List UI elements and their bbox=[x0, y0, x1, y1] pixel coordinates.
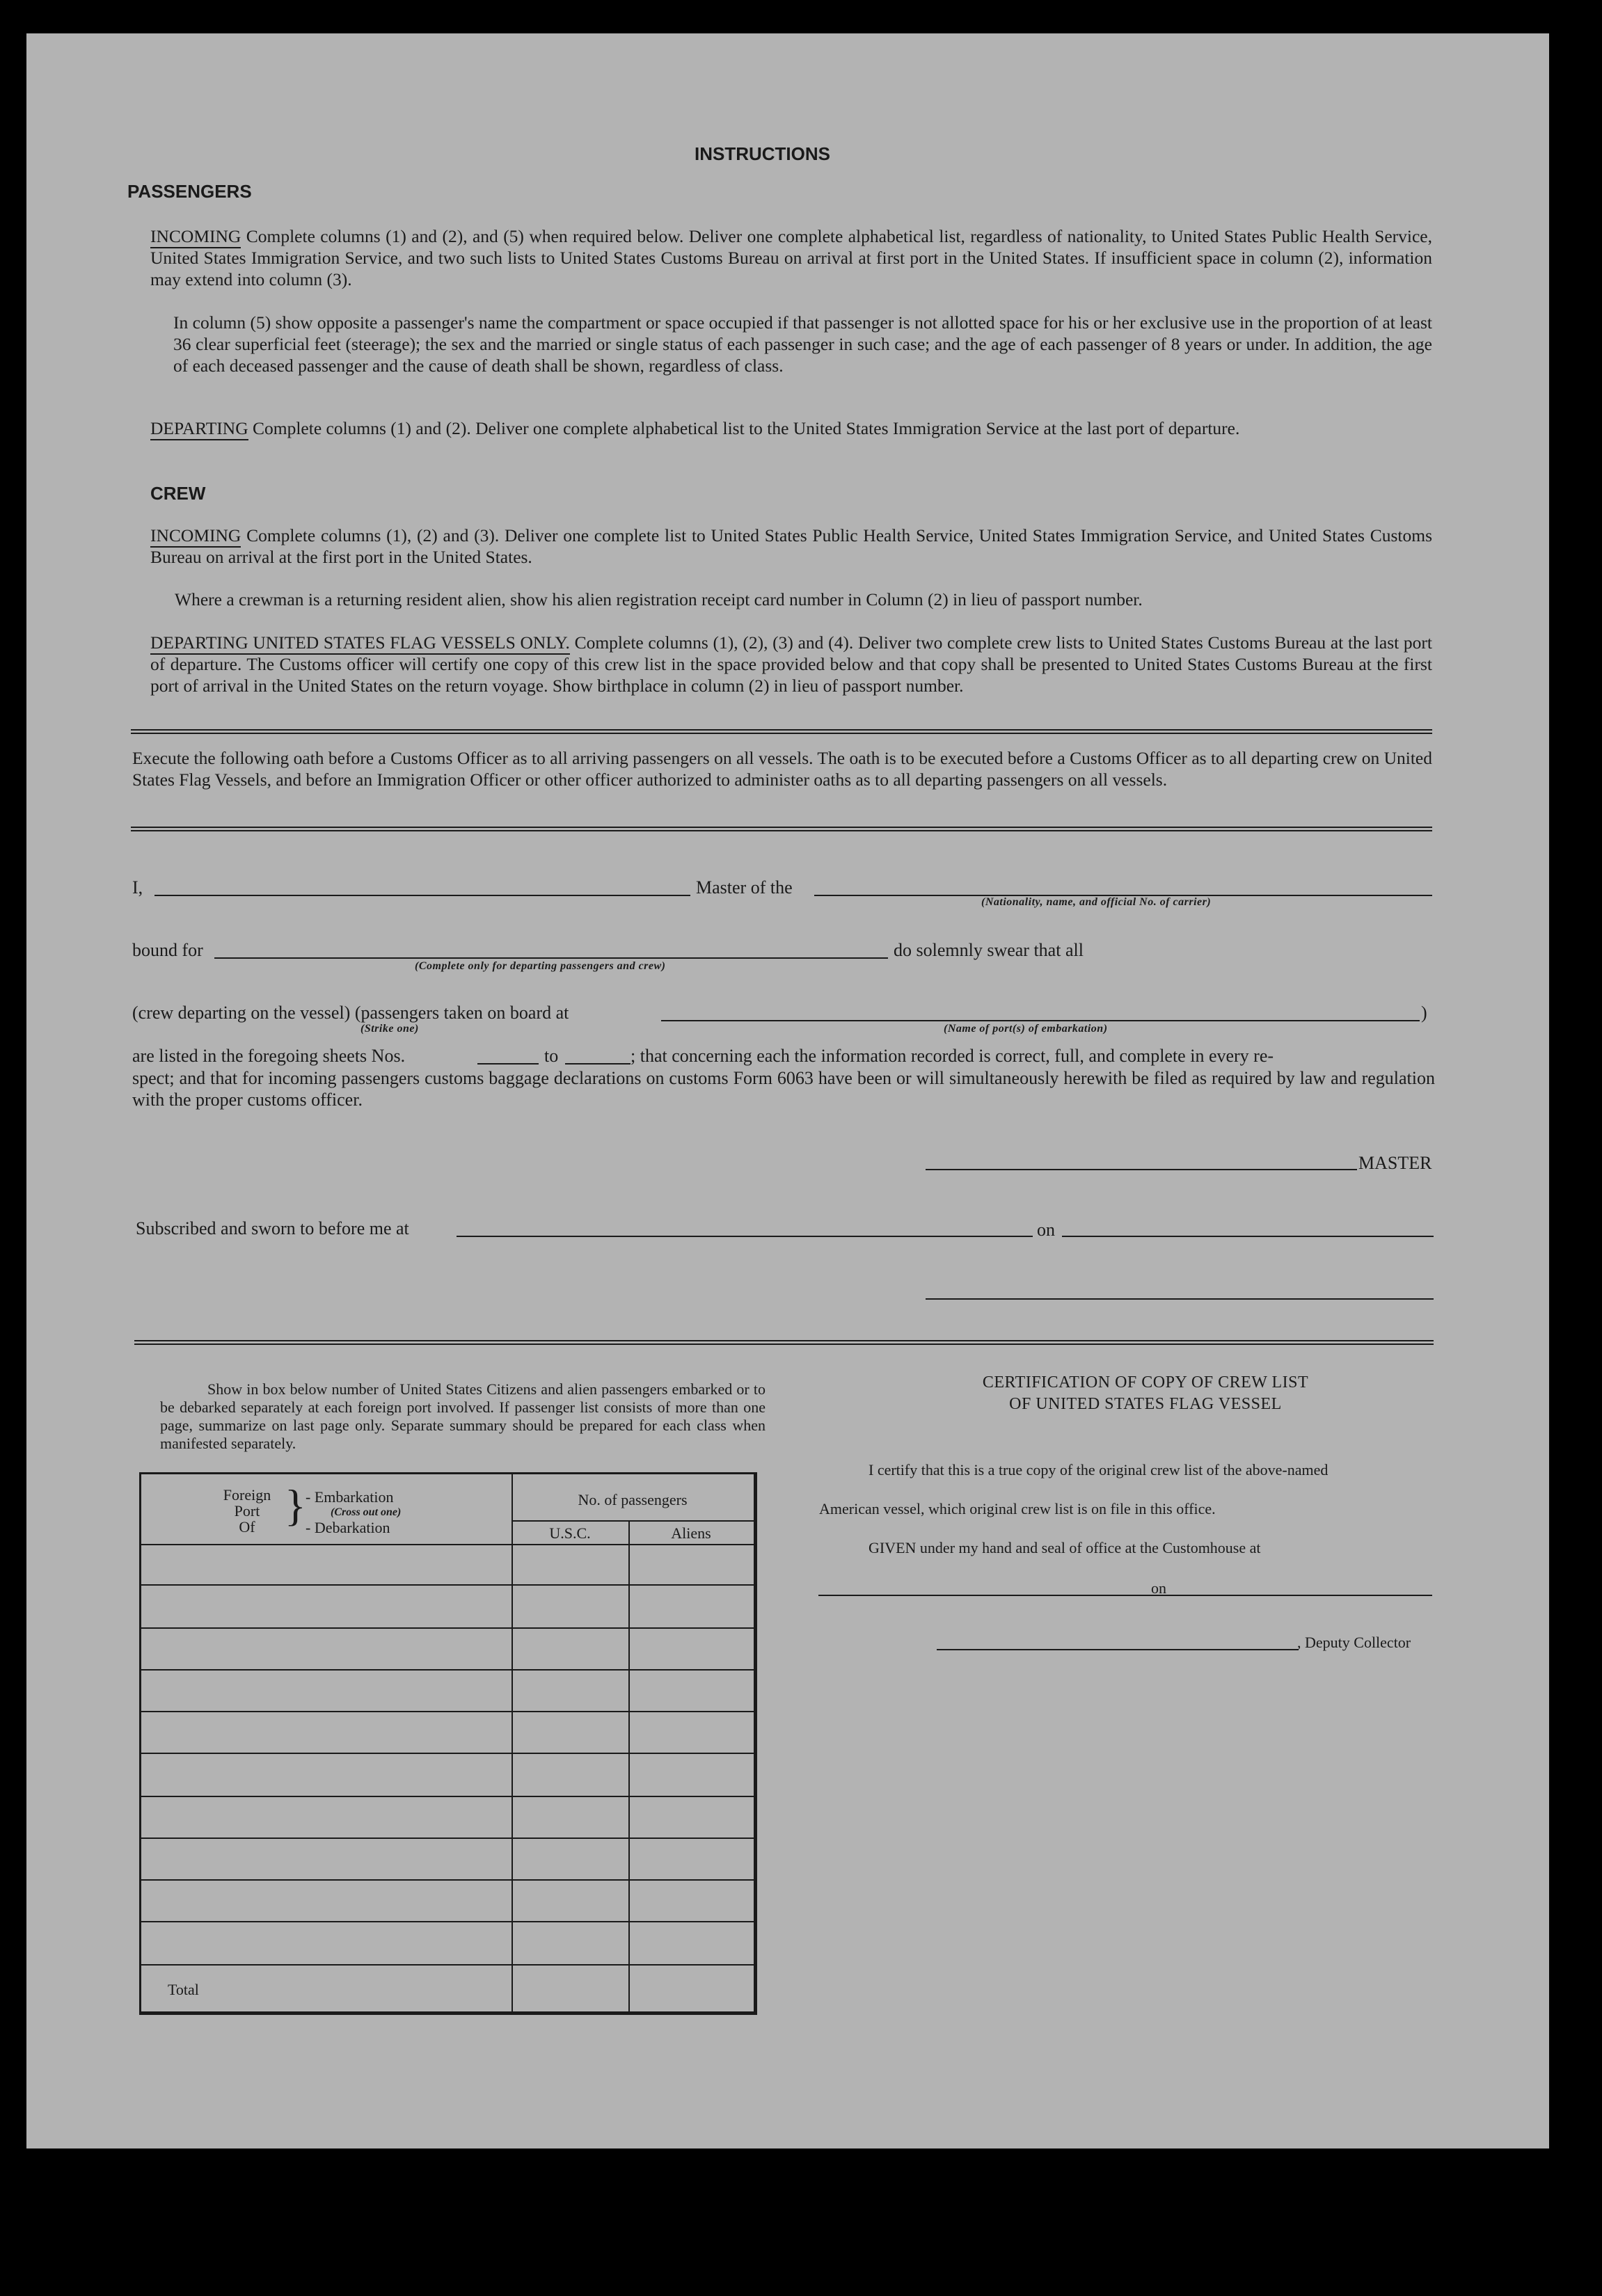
master-signature-field[interactable] bbox=[926, 1169, 1357, 1170]
passengers-departing-text: Complete columns (1) and (2). Deliver one complete alphabetical list to the United States Immigration Service at the last port of departure. bbox=[253, 418, 1240, 438]
master-name-field[interactable] bbox=[154, 895, 690, 896]
crewman-paragraph: Where a crewman is a returning resident alien, show his alien registration receipt card number in Column (2) in lieu of passport number. bbox=[175, 589, 1143, 609]
close-paren: ) bbox=[1421, 1003, 1427, 1023]
form-sheet bbox=[26, 33, 1549, 2148]
bound-for-label: bound for bbox=[132, 940, 203, 960]
certification-title bbox=[958, 1372, 1333, 1415]
subscribed-date-field[interactable] bbox=[1062, 1236, 1434, 1237]
oath-i-label: I, bbox=[132, 877, 143, 898]
no-passengers-header: No. of passengers bbox=[578, 1491, 688, 1508]
column5-paragraph: In column (5) show opposite a passenger's name the compartment or space occupied if that passenger is not allotted space for his or her exclusive use in the proportion of at least 36 clear superficial feet (steerage); the sex and the married or single status of each passenger in such case; and the age of each passenger of 8 years or under. In addition, the age of each deceased passenger and the cause of death shall be shown, regardless of class. bbox=[173, 312, 1432, 376]
listed-to-label: to bbox=[544, 1046, 559, 1066]
listed-label: are listed in the foregoing sheets Nos. bbox=[132, 1046, 406, 1066]
certification-date-field[interactable] bbox=[1172, 1595, 1432, 1596]
passengers-departing-label: DEPARTING bbox=[150, 418, 248, 440]
divider bbox=[131, 729, 1432, 734]
certification-title-line-1: CERTIFICATION OF COPY OF CREW LIST bbox=[982, 1373, 1309, 1392]
embarkation-label: - Embarkation bbox=[306, 1488, 394, 1506]
crew-incoming-paragraph bbox=[150, 525, 1432, 568]
cross-out-caption: (Cross out one) bbox=[331, 1506, 402, 1518]
passengers-incoming-paragraph bbox=[150, 225, 1432, 290]
strike-caption: (Strike one) bbox=[360, 1023, 419, 1035]
usc-header: U.S.C. bbox=[549, 1524, 591, 1542]
departing-us-flag-paragraph bbox=[150, 632, 1432, 696]
subscribed-on-label: on bbox=[1037, 1220, 1055, 1240]
listed-continuation: ; that concerning each the information recorded is correct, full, and complete in every re- bbox=[631, 1046, 1274, 1066]
given-line: GIVEN under my hand and seal of office at the Customhouse at bbox=[869, 1539, 1261, 1556]
ports-caption: (Name of port(s) of embarkation) bbox=[944, 1023, 1108, 1035]
listed-paragraph: spect; and that for incoming passengers customs baggage declarations on customs Form 6063 have been or will simultaneously herewith be filed as required by law and regulation with the proper customs officer. bbox=[132, 1068, 1435, 1110]
crew-departing-label: (crew departing on the vessel) (passengers taken on board at bbox=[132, 1003, 569, 1023]
brace-glyph: } bbox=[285, 1481, 306, 1530]
certify-line-2: American vessel, which original crew list is on file in this office. bbox=[819, 1500, 1216, 1517]
bound-for-caption: (Complete only for departing passengers and crew) bbox=[415, 960, 666, 972]
sheet-from-field[interactable] bbox=[477, 1063, 539, 1065]
aliens-header: Aliens bbox=[671, 1524, 711, 1542]
passengers-incoming-label: INCOMING bbox=[150, 226, 241, 248]
debarkation-label: - Debarkation bbox=[306, 1519, 390, 1536]
subscribed-label: Subscribed and sworn to before me at bbox=[136, 1218, 409, 1238]
master-label: MASTER bbox=[1358, 1153, 1432, 1173]
master-of-label: Master of the bbox=[696, 877, 793, 898]
subscribed-place-field[interactable] bbox=[457, 1236, 1033, 1237]
crew-heading: CREW bbox=[150, 483, 206, 504]
foreign-port-header: Foreign Port Of bbox=[223, 1486, 271, 1536]
bound-for-field[interactable] bbox=[214, 957, 888, 959]
swear-label: do solemnly swear that all bbox=[894, 940, 1084, 960]
sheet-to-field[interactable] bbox=[565, 1063, 631, 1065]
deputy-signature-field[interactable] bbox=[937, 1649, 1299, 1650]
oath-intro: Execute the following oath before a Customs Officer as to all arriving passengers on all vessels. The oath is to be executed before a Customs Officer as to all departing crew on United States Flag Vessels, and before an Immigration Officer or other officer authorized to administer oaths as to all departing passengers on all vessels. bbox=[132, 748, 1432, 790]
crew-incoming-text: Complete columns (1), (2) and (3). Deliver one complete list to United States Public Health Service, United States Immigration Service, and United States Customs Bureau on arrival at the first port in the United States. bbox=[150, 525, 1433, 567]
deputy-collector-label: , Deputy Collector bbox=[1297, 1634, 1411, 1651]
passengers-heading: PASSENGERS bbox=[127, 181, 252, 202]
departing-us-flag-label: DEPARTING UNITED STATES FLAG VESSELS ONLY. bbox=[150, 632, 570, 655]
divider bbox=[134, 1340, 1434, 1345]
passengers-incoming-text: Complete columns (1) and (2), and (5) when required below. Deliver one complete alphabetical list, regardless of nationality, to United States Public Health Service, United States Immigration Service, and two such lists to United States Customs Bureau on arrival at first port in the United States. If insufficient space in column (2), information may extend into column (3). bbox=[150, 226, 1433, 289]
certification-title-line-2: OF UNITED STATES FLAG VESSEL bbox=[1009, 1395, 1282, 1413]
carrier-caption: (Nationality, name, and official No. of carrier) bbox=[981, 896, 1212, 908]
crew-incoming-label: INCOMING bbox=[150, 525, 241, 548]
summary-note: Show in box below number of United States Citizens and alien passengers embarked or to be debarked separately at each foreign port involved. If passenger list consists of more than one page, summarize on last page only. Separate summary should be prepared for each class when manifested separately. bbox=[160, 1380, 766, 1452]
passenger-summary-table bbox=[139, 1472, 757, 2015]
total-label: Total bbox=[168, 1981, 199, 1998]
certification-on-label: on bbox=[1151, 1579, 1166, 1597]
departing-us-flag-text: Complete columns (1), (2), (3) and (4). Deliver two complete crew lists to United States Customs Bureau at the last port of departure. The Customs officer will certify one copy of this crew list in the space provided below and that copy shall be presented to United States Customs Bureau at the first port of arrival in the United States on the return voyage. Show birthplace in column (2) in lieu of passport number. bbox=[150, 632, 1433, 696]
instructions-title: INSTRUCTIONS bbox=[695, 143, 830, 164]
customhouse-field[interactable] bbox=[818, 1595, 1172, 1596]
certify-line-1: I certify that this is a true copy of the original crew list of the above-named bbox=[869, 1461, 1329, 1478]
officer-signature-field[interactable] bbox=[926, 1298, 1434, 1300]
passengers-departing-paragraph bbox=[150, 417, 1432, 439]
divider bbox=[131, 827, 1432, 831]
ports-field[interactable] bbox=[661, 1020, 1420, 1021]
